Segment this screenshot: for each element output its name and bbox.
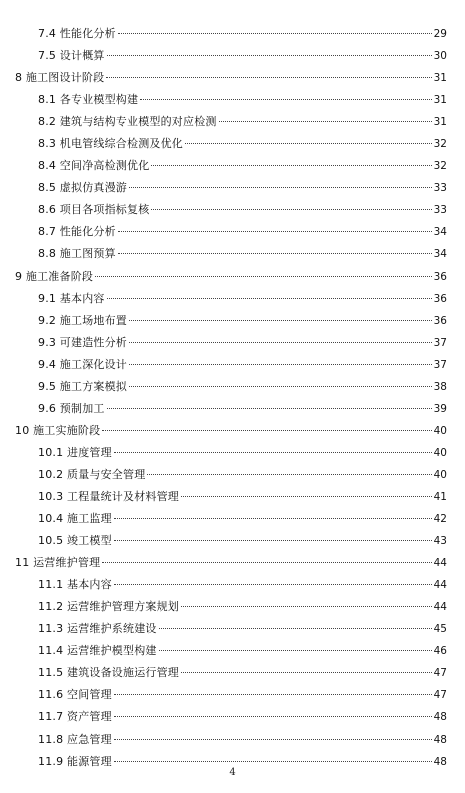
toc-entry-page: 44 (433, 557, 447, 570)
table-of-contents (0, 23, 465, 773)
toc-entry[interactable] (0, 684, 465, 706)
toc-entry[interactable] (0, 508, 465, 530)
toc-entry-page: 29 (433, 28, 447, 40)
toc-entry-page: 31 (433, 94, 447, 107)
toc-entry-page: 36 (433, 314, 447, 327)
toc-dot-leader (114, 694, 432, 695)
toc-dot-leader (114, 716, 432, 717)
toc-dot-leader (129, 386, 432, 387)
toc-entry[interactable] (0, 177, 465, 199)
toc-dot-leader (107, 298, 432, 299)
toc-dot-leader (106, 77, 431, 78)
toc-entry-page: 31 (433, 116, 447, 129)
toc-entry-title: 8.6 项目各项指标复核 (38, 203, 150, 217)
toc-dot-leader (118, 231, 432, 232)
toc-dot-leader (129, 364, 432, 365)
toc-dot-leader (219, 121, 432, 122)
toc-entry-title: 11.1 基本内容 (38, 578, 112, 592)
toc-entry-page: 41 (433, 490, 447, 503)
toc-entry[interactable] (0, 662, 465, 684)
toc-dot-leader (129, 187, 432, 188)
toc-entry-page: 39 (433, 402, 447, 415)
toc-entry[interactable] (0, 23, 465, 45)
toc-dot-leader (151, 209, 431, 210)
toc-entry-page: 48 (433, 755, 447, 768)
toc-dot-leader (181, 496, 432, 497)
toc-entry-title: 11 运营维护管理 (15, 556, 101, 570)
toc-entry-page: 48 (433, 711, 447, 724)
toc-entry-title: 10 施工实施阶段 (15, 423, 101, 437)
toc-entry-page: 36 (433, 292, 447, 305)
toc-entry-title: 11.3 运营维护系统建设 (38, 622, 157, 636)
toc-entry-title: 8 施工图设计阶段 (15, 71, 105, 85)
toc-dot-leader (107, 408, 432, 409)
toc-entry[interactable] (0, 243, 465, 265)
toc-entry-page: 34 (433, 248, 447, 261)
toc-entry-title: 8.5 虚拟仿真漫游 (38, 181, 127, 195)
toc-entry-title: 11.9 能源管理 (38, 754, 112, 768)
toc-entry-page: 48 (433, 733, 447, 746)
toc-entry[interactable] (0, 398, 465, 420)
toc-entry-page: 32 (433, 160, 447, 173)
toc-entry[interactable] (0, 221, 465, 243)
toc-entry-title: 11.7 资产管理 (38, 710, 112, 724)
toc-entry[interactable] (0, 376, 465, 398)
toc-dot-leader (181, 672, 432, 673)
toc-dot-leader (129, 342, 432, 343)
toc-entry-title: 10.2 质量与安全管理 (38, 467, 146, 481)
toc-entry[interactable] (0, 45, 465, 67)
toc-entry[interactable] (0, 530, 465, 552)
toc-entry[interactable] (0, 420, 465, 442)
toc-entry[interactable] (0, 706, 465, 728)
toc-dot-leader (114, 739, 432, 740)
toc-entry[interactable] (0, 332, 465, 354)
toc-dot-leader (129, 320, 432, 321)
toc-entry[interactable] (0, 133, 465, 155)
toc-entry-page: 44 (433, 601, 447, 614)
toc-dot-leader (181, 606, 432, 607)
toc-dot-leader (102, 430, 431, 431)
toc-dot-leader (95, 276, 432, 277)
toc-dot-leader (185, 143, 432, 144)
toc-entry-title: 9.5 施工方案模拟 (38, 379, 127, 393)
toc-entry-title: 11.4 运营维护模型构建 (38, 644, 157, 658)
toc-entry-title: 8.7 性能化分析 (38, 225, 116, 239)
toc-entry-page: 45 (433, 623, 447, 636)
toc-entry-page: 40 (433, 424, 447, 437)
toc-entry-title: 9.4 施工深化设计 (38, 357, 127, 371)
toc-entry-page: 38 (433, 380, 447, 393)
toc-entry-title: 9.3 可建造性分析 (38, 335, 127, 349)
toc-entry-title: 8.2 建筑与结构专业模型的对应检测 (38, 115, 217, 129)
toc-dot-leader (147, 474, 431, 475)
toc-entry-page: 36 (433, 270, 447, 283)
toc-entry-title: 8.8 施工图预算 (38, 247, 116, 261)
toc-entry-title: 10.1 进度管理 (38, 445, 112, 459)
toc-entry[interactable] (0, 155, 465, 177)
toc-entry[interactable] (0, 574, 465, 596)
toc-entry-page: 42 (433, 513, 447, 526)
toc-entry-title: 7.4 性能化分析 (38, 27, 116, 40)
toc-entry-title: 8.3 机电管线综合检测及优化 (38, 137, 183, 151)
toc-entry-page: 37 (433, 358, 447, 371)
toc-dot-leader (107, 55, 432, 56)
toc-dot-leader (114, 518, 432, 519)
toc-entry-title: 8.4 空间净高检测优化 (38, 159, 150, 173)
toc-entry-page: 34 (433, 226, 447, 239)
toc-entry[interactable] (0, 111, 465, 133)
toc-entry-title: 11.2 运营维护管理方案规划 (38, 600, 179, 614)
toc-entry[interactable] (0, 199, 465, 221)
toc-entry-page: 33 (433, 182, 447, 195)
toc-entry-page: 47 (433, 667, 447, 680)
toc-dot-leader (102, 562, 431, 563)
toc-entry[interactable] (0, 354, 465, 376)
toc-entry-title: 9 施工准备阶段 (15, 269, 94, 283)
toc-entry[interactable] (0, 596, 465, 618)
toc-entry-title: 9.6 预制加工 (38, 401, 105, 415)
toc-dot-leader (140, 99, 431, 100)
toc-entry[interactable] (0, 442, 465, 464)
toc-entry[interactable] (0, 89, 465, 111)
toc-entry[interactable] (0, 552, 465, 574)
toc-dot-leader (118, 33, 432, 34)
toc-dot-leader (114, 452, 432, 453)
toc-entry-page: 37 (433, 336, 447, 349)
toc-entry-page: 40 (433, 446, 447, 459)
toc-entry[interactable] (0, 618, 465, 640)
toc-entry[interactable] (0, 310, 465, 332)
toc-entry[interactable] (0, 729, 465, 751)
toc-entry-page: 32 (433, 138, 447, 151)
toc-entry-title: 9.1 基本内容 (38, 291, 105, 305)
toc-dot-leader (118, 253, 432, 254)
toc-entry-page: 31 (433, 72, 447, 85)
toc-entry-title: 8.1 各专业模型构建 (38, 93, 139, 107)
toc-dot-leader (159, 628, 432, 629)
toc-entry-page: 44 (433, 579, 447, 592)
toc-entry[interactable] (0, 464, 465, 486)
page-number: 4 (229, 767, 236, 778)
toc-entry[interactable] (0, 640, 465, 662)
toc-entry-page: 43 (433, 535, 447, 548)
toc-entry-page: 40 (433, 468, 447, 481)
toc-entry-title: 9.2 施工场地布置 (38, 313, 127, 327)
toc-entry-title: 10.5 竣工模型 (38, 534, 112, 548)
toc-entry-page: 30 (433, 50, 447, 63)
toc-entry-title: 11.5 建筑设备设施运行管理 (38, 666, 179, 680)
toc-dot-leader (114, 584, 432, 585)
toc-entry-title: 10.3 工程量统计及材料管理 (38, 489, 179, 503)
toc-dot-leader (151, 165, 431, 166)
toc-entry[interactable] (0, 288, 465, 310)
toc-entry-page: 47 (433, 689, 447, 702)
toc-entry-title: 11.6 空间管理 (38, 688, 112, 702)
toc-entry-title: 11.8 应急管理 (38, 732, 112, 746)
toc-dot-leader (114, 540, 432, 541)
toc-entry-page: 46 (433, 645, 447, 658)
toc-dot-leader (114, 761, 432, 762)
toc-entry-title: 10.4 施工监理 (38, 512, 112, 526)
toc-entry[interactable] (0, 486, 465, 508)
toc-entry-page: 33 (433, 204, 447, 217)
toc-entry[interactable] (0, 266, 465, 288)
toc-dot-leader (159, 650, 432, 651)
toc-entry[interactable] (0, 67, 465, 89)
toc-entry-title: 7.5 设计概算 (38, 49, 105, 63)
